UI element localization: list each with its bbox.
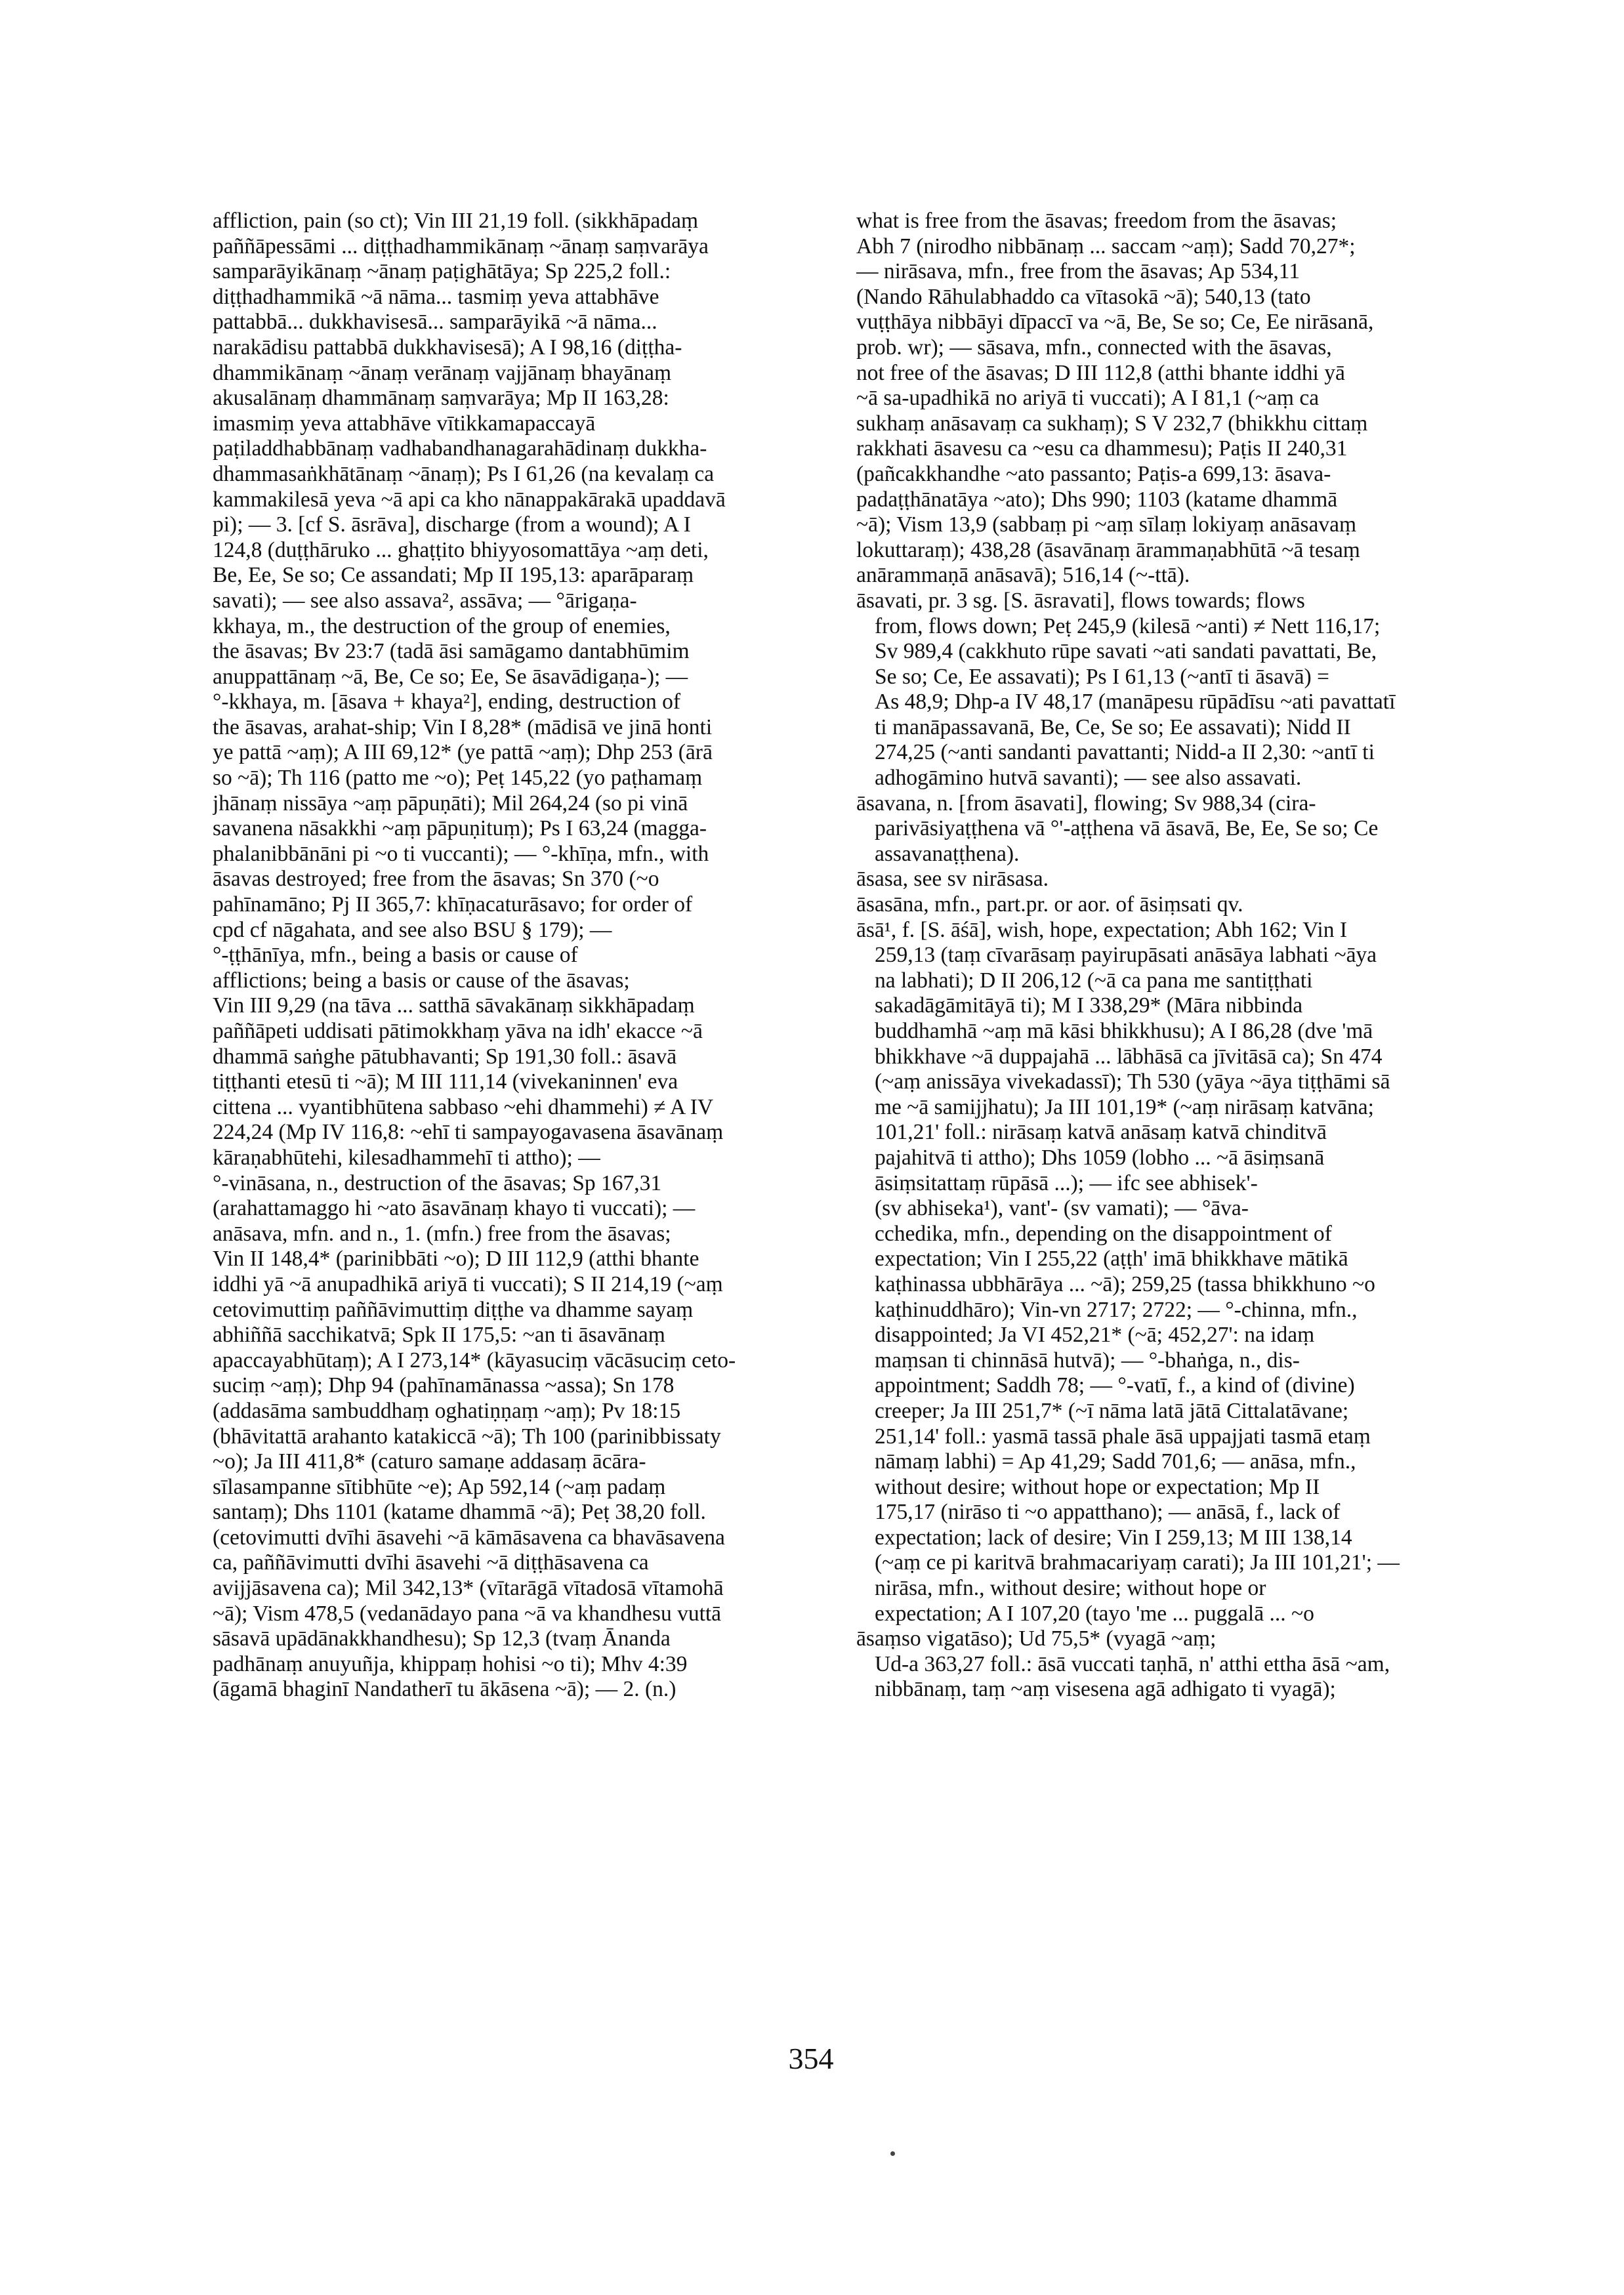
text-line: creeper; Ja III 251,7* (~ī nāma latā jātā Cittalatāvane; xyxy=(875,1398,1349,1423)
text-line: not free of the āsavas; D III 112,8 (atthi bhante iddhi yā xyxy=(856,360,1345,385)
text-line: savati); — see also assava², assāva; — °ārigaṇa- xyxy=(213,588,637,613)
text-line: Be, Ee, Se so; Ce assandati; Mp II 195,13: aparāparaṃ xyxy=(213,563,694,588)
text-line: °-kkhaya, m. [āsava + khaya²], ending, destruction of xyxy=(213,690,681,714)
text-line: āsavas destroyed; free from the āsavas; Sn 370 (~o xyxy=(213,867,659,892)
text-line: samparāyikānaṃ ~ānaṃ paṭighātāya; Sp 225,2 foll.: xyxy=(213,259,671,284)
text-line: sukhaṃ anāsavaṃ ca sukhaṃ); S V 232,7 (bhikkhu cittaṃ xyxy=(856,411,1368,436)
text-line: what is free from the āsavas; freedom from the āsavas; xyxy=(856,209,1337,233)
text-line: vuṭṭhāya nibbāyi dīpaccī va ~ā, Be, Se so; Ce, Ee nirāsanā, xyxy=(856,310,1374,335)
text-line: dhammikānaṃ ~ānaṃ verānaṃ vajjānaṃ bhayānaṃ xyxy=(213,360,672,385)
text-line: sīlasampanne sītibhūte ~e); Ap 592,14 (~aṃ padaṃ xyxy=(213,1474,666,1499)
text-line: Vin III 9,29 (na tāva ... satthā sāvakānaṃ sikkhāpadaṃ xyxy=(213,993,695,1018)
text-line: (~aṃ ce pi karitvā brahmacariyaṃ carati); Ja III 101,21'; — xyxy=(875,1550,1400,1575)
text-line: narakādisu pattabbā dukkhavisesā); A I 98,16 (diṭṭha- xyxy=(213,335,682,360)
text-line: As 48,9; Dhp-a IV 48,17 (manāpesu rūpādīsu ~ati pavattatī xyxy=(875,690,1396,714)
text-line: Sv 989,4 (cakkhuto rūpe savati ~ati sandati pavattati, Be, xyxy=(875,639,1377,664)
text-line: ~ā); Vism 13,9 (sabbaṃ pi ~aṃ sīlaṃ lokiyaṃ anāsavaṃ xyxy=(856,512,1357,537)
text-line: padaṭṭhānatāya ~ato); Dhs 990; 1103 (katame dhammā xyxy=(856,487,1338,512)
text-line: Se so; Ce, Ee assavati); Ps I 61,13 (~antī ti āsavā) = xyxy=(875,664,1329,689)
text-line: expectation; A I 107,20 (tayo 'me ... puggalā ... ~o xyxy=(875,1601,1314,1626)
text-line: 259,13 (taṃ cīvarāsaṃ payirupāsati anāsāya labhati ~āya xyxy=(875,943,1377,968)
text-line: (āgamā bhaginī Nandatherī tu ākāsena ~ā); — 2. (n.) xyxy=(213,1677,677,1702)
text-line: disappointed; Ja VI 452,21* (~ā; 452,27': na idaṃ xyxy=(875,1323,1315,1348)
text-line: so ~ā); Th 116 (patto me ~o); Peṭ 145,22 (yo paṭhamaṃ xyxy=(213,766,703,791)
text-line: āsasa, see sv nirāsasa. xyxy=(856,867,1049,892)
text-line: sāsavā upādānakkhandhesu); Sp 12,3 (tvaṃ Ānanda xyxy=(213,1626,671,1651)
text-line: diṭṭhadhammikā ~ā nāma... tasmiṃ yeva attabhāve xyxy=(213,284,659,309)
text-line: me ~ā samijjhatu); Ja III 101,19* (~aṃ nirāsaṃ katvāna; xyxy=(875,1094,1374,1119)
text-line: °-ṭṭhānīya, mfn., being a basis or cause of xyxy=(213,943,578,968)
text-line: cittena ... vyantibhūtena sabbaso ~ehi dhammehi) ≠ A IV xyxy=(213,1094,714,1119)
text-line: kāraṇabhūtehi, kilesadhammehī ti attho); — xyxy=(213,1145,600,1170)
text-line: Abh 7 (nirodho nibbānaṃ ... saccam ~aṃ); Sadd 70,27*; xyxy=(856,234,1356,258)
text-line: suciṃ ~aṃ); Dhp 94 (pahīnamānassa ~assa); Sn 178 xyxy=(213,1373,675,1398)
text-line: santaṃ); Dhs 1101 (katame dhammā ~ā); Peṭ 38,20 foll. xyxy=(213,1500,706,1525)
text-line: expectation; lack of desire; Vin I 259,13; M III 138,14 xyxy=(875,1525,1352,1550)
right-column xyxy=(856,209,1447,1960)
text-line: prob. wr); — sāsava, mfn., connected with the āsavas, xyxy=(856,335,1332,360)
text-line: appointment; Saddh 78; — °-vatī, f., a kind of (divine) xyxy=(875,1373,1355,1398)
text-line: assavanaṭṭhena). xyxy=(875,841,1020,866)
text-line: 224,24 (Mp IV 116,8: ~ehī ti sampayogavasena āsavānaṃ xyxy=(213,1120,724,1145)
text-line: phalanibbānāni pi ~o ti vuccanti); — °-khīṇa, mfn., with xyxy=(213,841,709,866)
text-line: anuppattānaṃ ~ā, Be, Ce so; Ee, Se āsavādigaṇa-); — xyxy=(213,664,688,689)
text-line: dhammā saṅghe pātubhavanti; Sp 191,30 foll.: āsavā xyxy=(213,1044,677,1069)
text-line: affliction, pain (so ct); Vin III 21,19 foll. (sikkhāpadaṃ xyxy=(213,209,699,233)
text-line: afflictions; being a basis or cause of the āsavas; xyxy=(213,968,630,993)
text-line: (addasāma sambuddhaṃ oghatiṇṇaṃ ~aṃ); Pv 18:15 xyxy=(213,1398,681,1423)
text-line: āsaṃso vigatāso); Ud 75,5* (vyagā ~aṃ; xyxy=(856,1626,1217,1651)
text-line: (~aṃ anissāya vivekadassī); Th 530 (yāya ~āya tiṭṭhāmi sā xyxy=(875,1069,1390,1094)
text-line: āsiṃsitattaṃ rūpāsā ...); — ifc see abhisek'- xyxy=(875,1170,1258,1195)
text-line: paññāpessāmi ... diṭṭhadhammikānaṃ ~ānaṃ saṃvarāya xyxy=(213,234,709,258)
text-line: bhikkhave ~ā duppajahā ... lābhāsā ca jīvitāsā ca); Sn 474 xyxy=(875,1044,1383,1069)
text-line: savanena nāsakkhi ~aṃ pāpuṇituṃ); Ps I 63,24 (magga- xyxy=(213,816,707,841)
text-line: kammakilesā yeva ~ā api ca kho nānappakārakā upaddavā xyxy=(213,487,726,512)
text-line: (sv abhiseka¹), vant'- (sv vamati); — °āva- xyxy=(875,1196,1249,1221)
text-line: cchedika, mfn., depending on the disappointment of xyxy=(875,1221,1332,1246)
text-line: anāsava, mfn. and n., 1. (mfn.) free from the āsavas; xyxy=(213,1221,671,1246)
text-line: Ud-a 363,27 foll.: āsā vuccati taṇhā, n' atthi ettha āsā ~am, xyxy=(875,1651,1390,1676)
text-line: (arahattamaggo hi ~ato āsavānaṃ khayo ti vuccati); — xyxy=(213,1196,696,1221)
text-line: āsavana, n. [from āsavati], flowing; Sv 988,34 (cira- xyxy=(856,791,1316,816)
text-line: apaccayabhūtaṃ); A I 273,14* (kāyasuciṃ vācāsuciṃ ceto- xyxy=(213,1348,736,1373)
text-line: avijjāsavena ca); Mil 342,13* (vītarāgā vītadosā vītamohā xyxy=(213,1576,724,1601)
text-line: pajahitvā ti attho); Dhs 1059 (lobho ... ~ā āsiṃsanā xyxy=(875,1145,1325,1170)
text-line: — nirāsava, mfn., free from the āsavas; Ap 534,11 xyxy=(856,259,1301,284)
text-line: from, flows down; Peṭ 245,9 (kilesā ~anti) ≠ Nett 116,17; xyxy=(875,613,1381,638)
text-line: nirāsa, mfn., without desire; without hope or xyxy=(875,1576,1266,1601)
text-line: expectation; Vin I 255,22 (aṭṭh' imā bhikkhave mātikā xyxy=(875,1247,1348,1272)
text-line: (pañcakkhandhe ~ato passanto; Paṭis-a 699,13: āsava- xyxy=(856,461,1331,486)
text-line: kkhaya, m., the destruction of the group of enemies, xyxy=(213,613,671,638)
text-line: imasmiṃ yeva attabhāve vītikkamapaccayā xyxy=(213,411,596,436)
text-line: buddhamhā ~aṃ mā kāsi bhikkhusu); A I 86,28 (dve 'mā xyxy=(875,1019,1373,1043)
text-line: rakkhati āsavesu ca ~esu ca dhammesu); Paṭis II 240,31 xyxy=(856,436,1348,461)
text-line: cetovimuttiṃ paññāvimuttiṃ diṭṭhe va dhamme sayaṃ xyxy=(213,1297,694,1322)
text-line: lokuttaraṃ); 438,28 (āsavānaṃ ārammaṇabhūtā ~ā tesaṃ xyxy=(856,537,1360,562)
text-line: adhogāmino hutvā savanti); — see also assavati. xyxy=(875,766,1302,791)
text-line: tiṭṭhanti etesū ti ~ā); M III 111,14 (vivekaninnen' eva xyxy=(213,1069,678,1094)
text-line: (bhāvitattā arahanto katakiccā ~ā); Th 100 (parinibbissaty xyxy=(213,1424,721,1449)
text-line: abhiññā sacchikatvā; Spk II 175,5: ~an ti āsavānaṃ xyxy=(213,1323,665,1348)
text-line: akusalānaṃ dhammānaṃ saṃvarāya; Mp II 163,28: xyxy=(213,386,669,411)
text-line: ti manāpassavanā, Be, Ce, Se so; Ee assavati); Nidd II xyxy=(875,714,1351,739)
text-line: na labhati); D II 206,12 (~ā ca pana me santiṭṭhati xyxy=(875,968,1313,993)
text-line: padhānaṃ anuyuñja, khippaṃ hohisi ~o ti); Mhv 4:39 xyxy=(213,1651,688,1676)
text-line: (cetovimutti dvīhi āsavehi ~ā kāmāsavena ca bhavāsavena xyxy=(213,1525,725,1550)
text-line: pi); — 3. [cf S. āsrāva], discharge (from a wound); A I xyxy=(213,512,691,537)
text-line: the āsavas; Bv 23:7 (tadā āsi samāgamo dantabhūmim xyxy=(213,639,690,664)
text-line: anārammaṇā anāsavā); 516,14 (~-ttā). xyxy=(856,563,1190,588)
text-line: iddhi yā ~ā anupadhikā ariyā ti vuccati); S II 214,19 (~aṃ xyxy=(213,1272,723,1296)
text-line: kaṭhinuddhāro); Vin-vn 2717; 2722; — °-chinna, mfn., xyxy=(875,1297,1358,1322)
text-line: °-vināsana, n., destruction of the āsavas; Sp 167,31 xyxy=(213,1170,662,1195)
text-line: (Nando Rāhulabhaddo ca vītasokā ~ā); 540,13 (tato xyxy=(856,284,1311,309)
text-line: pahīnamāno; Pj II 365,7: khīṇacaturāsavo; for order of xyxy=(213,892,693,917)
text-line: sakadāgāmitāyā ti); M I 338,29* (Māra nibbinda xyxy=(875,993,1303,1018)
text-line: jhānaṃ nissāya ~aṃ pāpuṇāti); Mil 264,24 (so pi vinā xyxy=(213,791,688,816)
text-line: pattabbā... dukkhavisesā... samparāyikā ~ā nāma... xyxy=(213,310,657,335)
text-line: without desire; without hope or expectation; Mp II xyxy=(875,1474,1320,1499)
text-line: cpd cf nāgahata, and see also BSU § 179); — xyxy=(213,917,612,942)
page-number: 354 xyxy=(788,2042,834,2075)
text-line: maṃsan ti chinnāsā hutvā); — °-bhaṅga, n., dis- xyxy=(875,1348,1300,1373)
text-line: the āsavas, arahat-ship; Vin I 8,28* (mādisā ve jinā honti xyxy=(213,714,713,739)
text-line: āsavati, pr. 3 sg. [S. āsravati], flows towards; flows xyxy=(856,588,1305,613)
text-line: ~ā sa-upadhikā no ariyā ti vuccati); A I 81,1 (~aṃ ca xyxy=(856,386,1320,411)
text-line: paṭiladdhabbānaṃ vadhabandhanagarahādinaṃ dukkha- xyxy=(213,436,707,461)
text-line: āsasāna, mfn., part.pr. or aor. of āsiṃsati qv. xyxy=(856,892,1243,917)
text-line: Vin II 148,4* (parinibbāti ~o); D III 112,9 (atthi bhante xyxy=(213,1247,699,1272)
text-line: 101,21' foll.: nirāsaṃ katvā anāsaṃ katvā chinditvā xyxy=(875,1120,1327,1145)
text-line: 251,14' foll.: yasmā tassā phale āsā uppajjati tasmā etaṃ xyxy=(875,1424,1371,1449)
text-line: ~ā); Vism 478,5 (vedanādayo pana ~ā va khandhesu vuttā xyxy=(213,1601,722,1626)
text-line: dhammasaṅkhātānaṃ ~ānaṃ); Ps I 61,26 (na kevalaṃ ca xyxy=(213,461,715,486)
left-column xyxy=(213,209,814,1960)
text-line: āsā¹, f. [S. āśā], wish, hope, expectation; Abh 162; Vin I xyxy=(856,917,1347,942)
text-line: 124,8 (duṭṭhāruko ... ghaṭṭito bhiyyosomattāya ~aṃ deti, xyxy=(213,537,709,562)
text-line: paññāpeti uddisati pātimokkhaṃ yāva na idh' ekacce ~ā xyxy=(213,1019,703,1043)
stray-dot-mark xyxy=(890,2151,895,2156)
text-line: parivāsiyaṭṭhena vā °'-aṭṭhena vā āsavā, Be, Ee, Se so; Ce xyxy=(875,816,1379,841)
text-line: nibbānaṃ, taṃ ~aṃ visesena agā adhigato ti vyagā); xyxy=(875,1677,1336,1702)
text-line: 274,25 (~anti sandanti pavattanti; Nidd-a II 2,30: ~antī ti xyxy=(875,740,1375,765)
text-line: 175,17 (nirāso ti ~o appatthano); — anāsā, f., lack of xyxy=(875,1500,1341,1525)
text-line: kaṭhinassa ubbhārāya ... ~ā); 259,25 (tassa bhikkhuno ~o xyxy=(875,1272,1375,1296)
text-line: ye pattā ~aṃ); A III 69,12* (ye pattā ~aṃ); Dhp 253 (ārā xyxy=(213,740,713,765)
text-line: ~o); Ja III 411,8* (caturo samaṇe addasaṃ ācāra- xyxy=(213,1449,646,1474)
text-line: ca, paññāvimutti dvīhi āsavehi ~ā diṭṭhāsavena ca xyxy=(213,1550,649,1575)
text-line: nāmaṃ labhi) = Ap 41,29; Sadd 701,6; — anāsa, mfn., xyxy=(875,1449,1356,1474)
